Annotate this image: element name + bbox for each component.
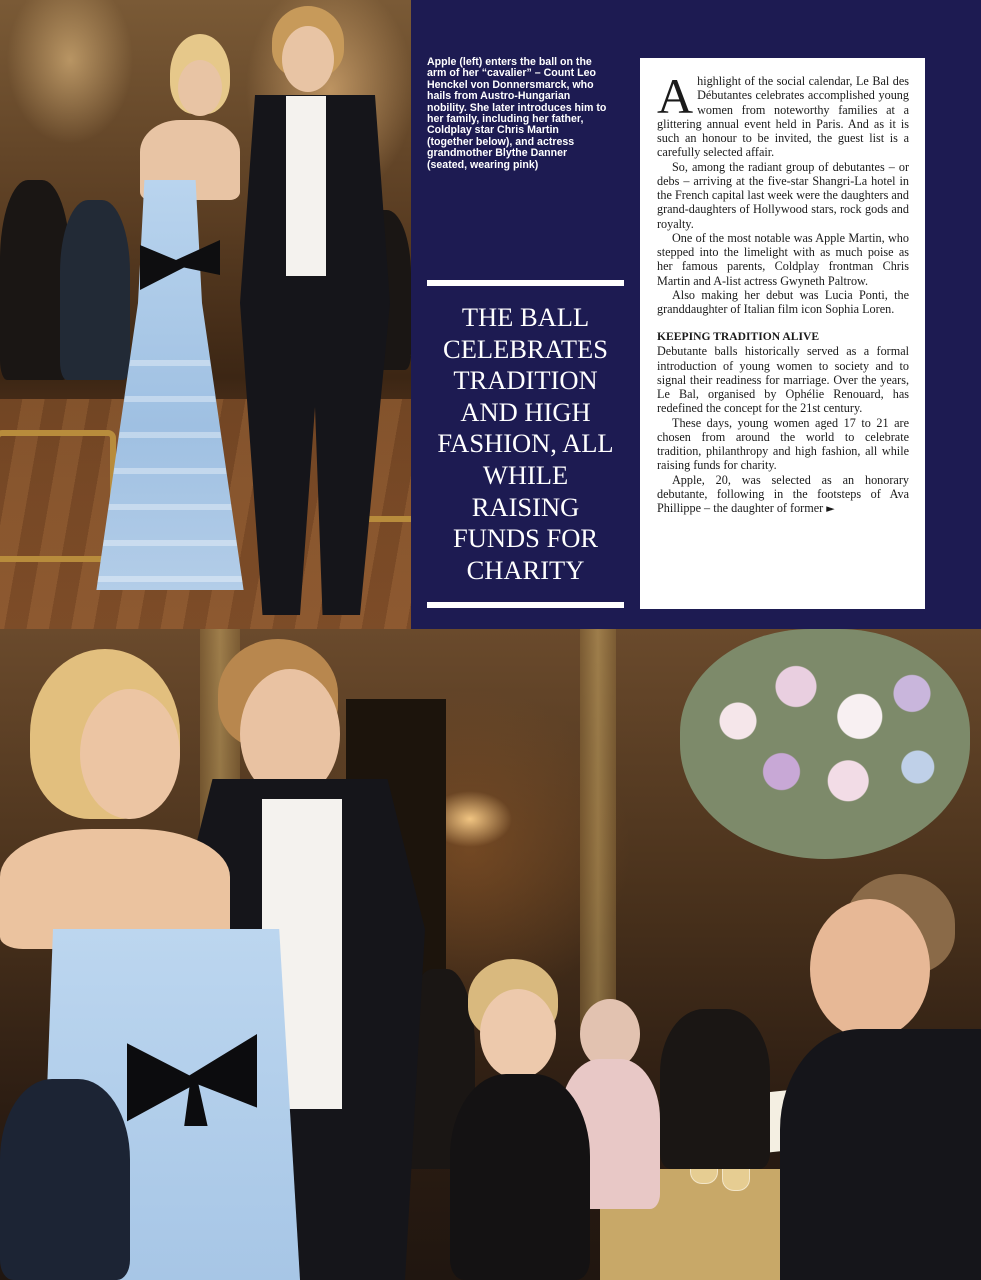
pullquote-top-rule: [427, 280, 624, 286]
gwyneth-black-outfit: [450, 1074, 590, 1280]
gwyneth-face: [480, 989, 556, 1079]
gilded-chair: [0, 430, 116, 562]
pullquote-bottom-rule: [427, 602, 624, 608]
apple-face: [178, 60, 222, 116]
navy-editorial-panel: [411, 0, 981, 629]
seated-guest-foreground: [0, 1079, 130, 1280]
drop-cap: A: [657, 68, 694, 124]
pull-quote: THE BALL CELEBRATES TRADITION AND HIGH FASHION, ALL WHILE RAISING FUNDS FOR CHARITY: [437, 302, 614, 585]
article-paragraph: Debutante balls historically served as a formal introduction of young women to society and to signal their readiness for marriage. Over the years, Le Bal, organised by Ophélie Renouard, has redefined the concept for the 21st century.: [657, 344, 909, 416]
leo-white-shirt: [286, 96, 326, 276]
chris-face: [810, 899, 930, 1039]
leo-face: [282, 26, 334, 92]
chris-suit: [780, 1029, 981, 1280]
photo-apple-and-cavalier-entering: [0, 0, 411, 629]
photo-caption: Apple (left) enters the ball on the arm of her “cavalier” – Count Leo Henckel von Donnersmarck, who hails from Austro-Hungarian nobility. She later introduces him to her family, including her father, Coldplay star Chris Martin (together below), and actress grandmother Blythe Danner (seated, wearing pink): [427, 56, 607, 171]
continue-arrow-icon: ►: [826, 502, 835, 515]
gilded-pilaster: [580, 629, 616, 1029]
article-paragraph: Also making her debut was Lucia Ponti, the granddaughter of Italian film icon Sophia Loren.: [657, 287, 909, 316]
article-paragraph: Ahighlight of the social calendar, Le Bal des Débutantes celebrates accomplished young women from noteworthy families at a glittering annual event held in Paris. And as it is such an honour to be invited, the guest list is a carefully selected affair.: [657, 68, 909, 160]
article-paragraph: So, among the radiant group of debutantes – or debs – arriving at the five-star Shangri-La hotel in the French capital last week were the daughters and grand-daughters of Hollywood stars, rock gods and royalty.: [657, 159, 909, 231]
article-body: [640, 58, 925, 609]
article-paragraph: Apple, 20, was selected as an honorary debutante, following in the footsteps of Ava Phillippe – the daughter of former ►: [657, 472, 909, 515]
floral-centrepiece: [680, 629, 970, 859]
photo-apple-meets-family: [0, 629, 981, 1280]
apple-face: [80, 689, 180, 819]
seated-guest: [60, 200, 130, 380]
article-paragraph: These days, young women aged 17 to 21 are chosen from around the world to celebrate tradition, philanthropy and high fashion, all while raising funds for charity.: [657, 415, 909, 473]
article-paragraph: One of the most notable was Apple Martin, who stepped into the limelight with as much poise as her famous parents, Coldplay frontman Chris Martin and A-list actress Gwyneth Paltrow.: [657, 230, 909, 288]
seated-guest: [660, 1009, 770, 1169]
article-subhead: KEEPING TRADITION ALIVE: [657, 330, 820, 344]
